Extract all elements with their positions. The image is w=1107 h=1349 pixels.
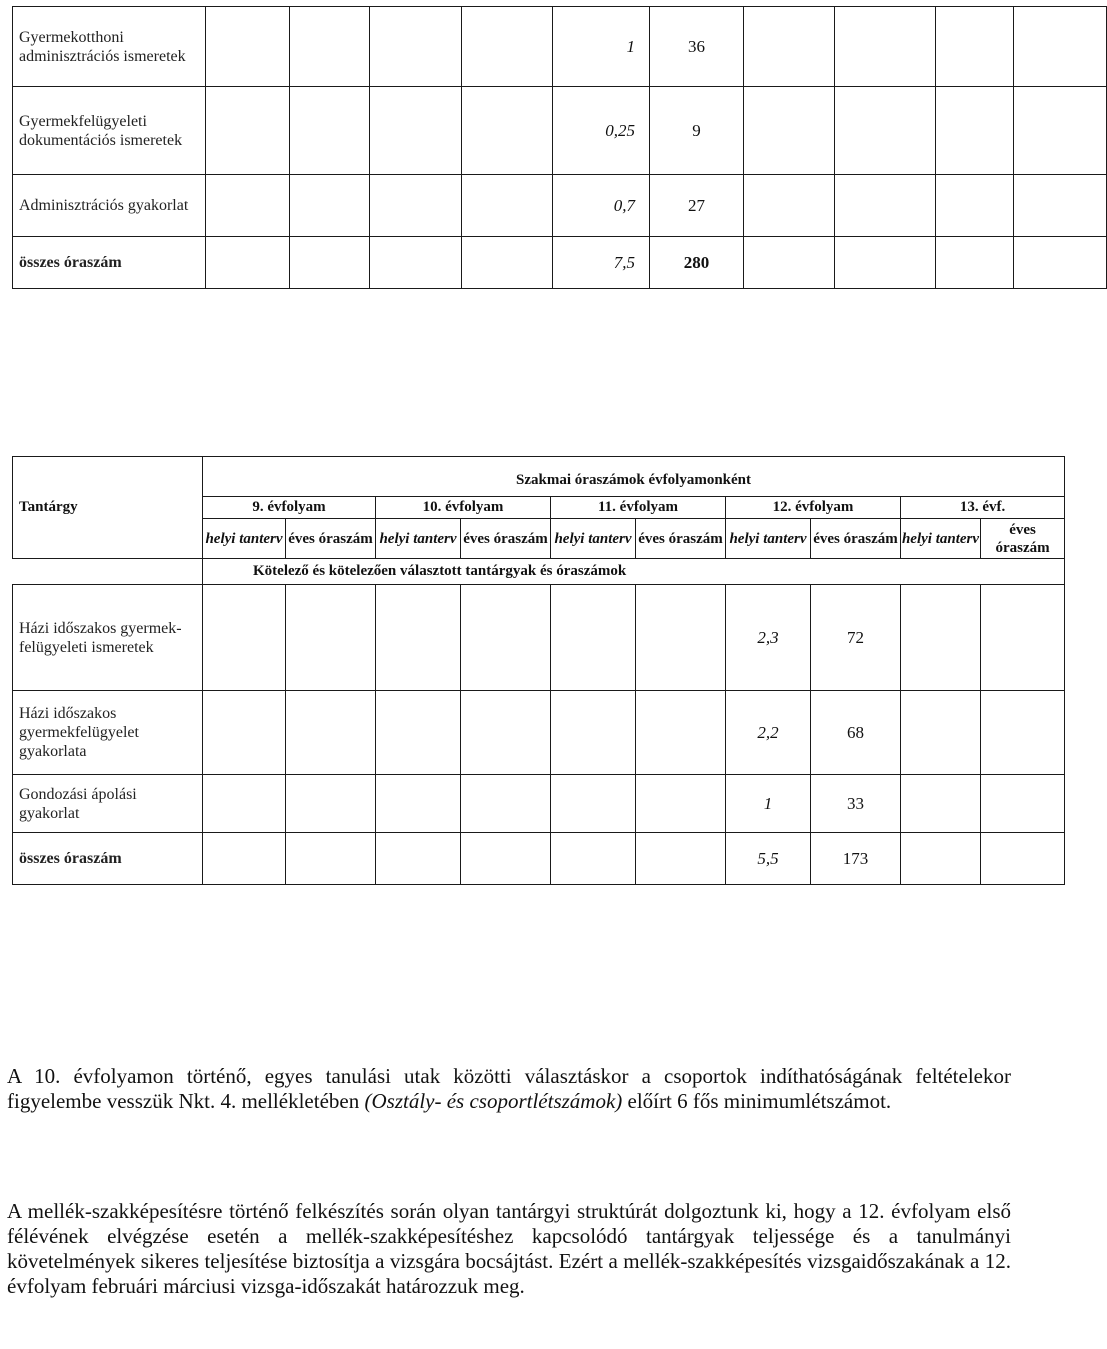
sub-helyi: helyi tanterv	[379, 530, 457, 547]
table-row	[13, 585, 1065, 691]
row-label: Gondozási ápolási gyakorlat	[13, 775, 203, 833]
paragraph-2: A mellék-szakképesítésre történő felkészítés során olyan tantárgyi struktúrát dolgoztunk ki, hogy a 12. évfolyam első félévének elvégzése esetén a mellék-szakképesítéshez kapcsolódó tantárgyak teljessége és a tanulmányi követelmények sikeres teljesítése biztosítja a vizsgára bocsájtást. Ezért a mellék-szakképesítés vizsgaidőszakának a 12. évfolyam februári márciusi vizsga-időszakát határozzuk meg.	[7, 1199, 1011, 1298]
sub-helyi: helyi tanterv	[901, 530, 980, 547]
row-label: összes óraszám	[13, 237, 206, 289]
helyi-value: 7,5	[553, 237, 650, 289]
helyi-value: 0,25	[553, 87, 650, 175]
eves-value: 68	[811, 691, 901, 775]
eves-value: 72	[811, 585, 901, 691]
paragraph-1-text-b: előírt 6 fős minimumlétszámot.	[622, 1089, 892, 1113]
grade-header: 10. évfolyam	[376, 497, 551, 519]
helyi-value: 5,5	[726, 833, 811, 885]
table-row	[13, 175, 1107, 237]
sub-helyi: helyi tanterv	[205, 530, 283, 547]
paragraph-1	[7, 1064, 1011, 1114]
table-top	[12, 6, 1107, 289]
sub-eves: éves óraszám	[813, 530, 898, 547]
paragraph-1-text-a: A 10. évfolyamon történő, egyes tanulási utak közötti választáskor a csoportok indíthatóságának feltételekor figyelembe vesszük Nkt. 4. mellékletében	[7, 1064, 1011, 1113]
row-label: Gyermekfelügyeleti dokumentációs ismeretek	[13, 87, 206, 175]
subject-header: Tantárgy	[13, 457, 203, 559]
row-label: Adminisztrációs gyakorlat	[13, 175, 206, 237]
eves-value: 9	[650, 87, 744, 175]
grade-header: 12. évfolyam	[726, 497, 901, 519]
row-label: Gyermekotthoni adminisztrációs ismeretek	[13, 7, 206, 87]
helyi-value: 0,7	[553, 175, 650, 237]
table-main	[12, 456, 1065, 885]
row-label: Házi időszakos gyermekfelügyelet gyakorlata	[13, 691, 203, 775]
sub-eves: éves óraszám	[288, 530, 373, 547]
table-row-total	[13, 237, 1107, 289]
sub-eves: éves óraszám	[638, 530, 723, 547]
table-row-total	[13, 833, 1065, 885]
table-row	[13, 691, 1065, 775]
eves-value: 280	[650, 237, 744, 289]
table-row	[13, 87, 1107, 175]
paragraph-1-italic: (Osztály- és csoportlétszámok)	[364, 1089, 623, 1113]
table-row	[13, 775, 1065, 833]
helyi-value: 1	[553, 7, 650, 87]
eves-value: 173	[811, 833, 901, 885]
grade-header: 9. évfolyam	[203, 497, 376, 519]
sub-eves: éves óraszám	[463, 530, 548, 547]
helyi-value: 2,2	[726, 691, 811, 775]
grade-header: 11. évfolyam	[551, 497, 726, 519]
mandatory-row: Kötelező és kötelezően választott tantárgyak és óraszámok	[203, 559, 1065, 585]
top-header: Szakmai óraszámok évfolyamonként	[203, 457, 1065, 497]
eves-value: 33	[811, 775, 901, 833]
eves-value: 36	[650, 7, 744, 87]
helyi-value: 2,3	[726, 585, 811, 691]
grade-header: 13. évf.	[901, 497, 1065, 519]
eves-value: 27	[650, 175, 744, 237]
sub-eves: éves óraszám	[995, 521, 1050, 556]
helyi-value: 1	[726, 775, 811, 833]
sub-helyi: helyi tanterv	[729, 530, 807, 547]
table-row	[13, 7, 1107, 87]
sub-helyi: helyi tanterv	[554, 530, 632, 547]
row-label: összes óraszám	[13, 833, 203, 885]
row-label: Házi időszakos gyermek-felügyeleti ismeretek	[13, 585, 203, 691]
